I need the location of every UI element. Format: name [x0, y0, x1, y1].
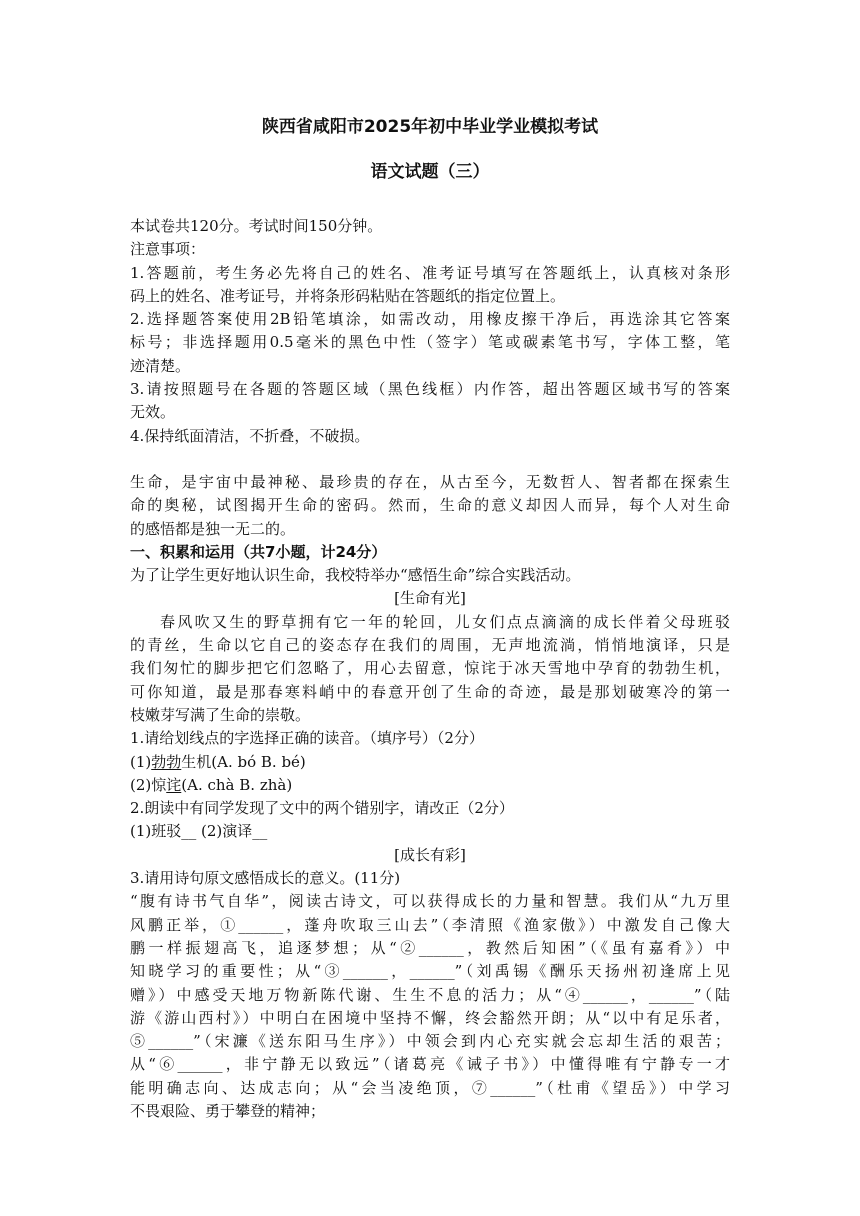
- question-line: 风鹏正举，①______，蓬舟吹取三山去”（李清照《渔家傲》）中激发自己像大: [130, 915, 730, 934]
- section-heading: 一、积累和运用（共7小题，计24分）: [130, 542, 387, 561]
- question-answer-blanks: (1)班驳__ (2)演译__: [130, 822, 268, 841]
- passage-line: 的青丝，生命以它自己的姿态存在我们的周围，无声地流淌，悄悄地演译，只是: [130, 636, 730, 655]
- option-text: (A. chà B. zhà): [181, 775, 293, 794]
- question-stem: 3.请用诗句原文感悟成长的意义。(11分): [130, 869, 401, 888]
- question-3: [130, 867, 730, 1123]
- option-number: (2)惊: [130, 775, 167, 794]
- question-line: 不畏艰险、勇于攀登的精神；: [130, 1101, 326, 1120]
- intro-line: 命的奥秘，试图揭开生命的密码。然而，生命的意义却因人而异，每个人对生命: [130, 496, 730, 515]
- question-stem: 1.请给划线点的字选择正确的读音。（填序号）（2分）: [130, 729, 484, 748]
- activity-intro: 为了让学生更好地认识生命，我校特举办“感悟生命”综合实践活动。: [130, 566, 581, 585]
- exam-content: [130, 215, 730, 1123]
- notice-line: 3.请按照题号在各题的答题区域（黑色线框）内作答，超出答题区域书写的答案: [130, 380, 730, 399]
- question-line: 鹏一样振翅高飞，追逐梦想；从“②______，教然后知困”（《虽有嘉肴》）中: [130, 938, 730, 957]
- question-1: [130, 727, 730, 797]
- notice-line: 标号；非选择题用0.5毫米的黑色中性（签字）笔或碳素笔书写，字体工整，笔: [130, 333, 730, 352]
- option-text: 生机(A. bó B. bé): [181, 752, 306, 771]
- question-line: “腹有诗书气自华”，阅读古诗文，可以获得成长的力量和智慧。我们从“九万里: [130, 892, 730, 911]
- question-line: ⑤______”（宋濂《送东阳马生序》）中领会到内心充实就会忘却生活的艰苦；: [130, 1032, 730, 1051]
- intro-paragraph: [130, 471, 730, 541]
- passage-line: 可你知道，最是那春寒料峭中的春意开创了生命的奇迹，最是那划破寒冷的第一: [130, 682, 730, 701]
- intro-line: 的感悟都是独一无二的。: [130, 519, 296, 538]
- question-line: 从“⑥______，非宁静无以致远”（诸葛亮《诫子书》）中懂得唯有宁静专一才: [130, 1055, 730, 1074]
- reading-passage: [130, 611, 730, 727]
- question-line: 能明确志向、达成志向；从“会当凌绝顶，⑦______”（杜甫《望岳》）中学习: [130, 1078, 730, 1097]
- exam-subtitle: 语文试题（三）: [370, 162, 490, 182]
- underlined-word: 诧: [166, 775, 182, 794]
- notice-line: 本试卷共120分。考试时间150分钟。: [130, 217, 383, 235]
- question-stem: 2.朗读中有同学发现了文中的两个错别字，请改正（2分）: [130, 799, 514, 818]
- notice-line: 1.答题前，考生务必先将自己的姓名、准考证号填写在答题纸上，认真核对条形: [130, 263, 730, 282]
- exam-title: 陕西省咸阳市2025年初中毕业学业模拟考试: [261, 117, 599, 137]
- notice-line: 码上的姓名、准考证号，并将条形码粘贴在答题纸的指定位置上。: [130, 286, 566, 305]
- question-line: 赠》）中感受天地万物新陈代谢、生生不息的活力；从“④______，______”（陆: [130, 985, 730, 1004]
- spacer: [130, 448, 730, 471]
- notice-line: 4.保持纸面清洁，不折叠，不破损。: [130, 426, 370, 445]
- question-2: [130, 797, 730, 844]
- notice-line: 2.选择题答案使用2B铅笔填涂，如需改动，用橡皮擦干净后，再选涂其它答案: [130, 310, 730, 329]
- question-option: [130, 774, 730, 797]
- question-line: 知晓学习的重要性；从“③______，______”（刘禹锡《酬乐天扬州初逢席上见: [130, 962, 730, 981]
- part-title-growth: [成长有彩]: [394, 845, 466, 864]
- passage-line: 我们匆忙的脚步把它们忽略了，用心去留意，惊诧于冰天雪地中孕育的勃勃生机，: [130, 659, 730, 678]
- notice-line: 无效。: [130, 403, 176, 422]
- question-line: 游《游山西村》）中明白在困境中坚持不懈，终会豁然开朗；从“以中有足乐者，: [130, 1008, 730, 1027]
- passage-line: 枝嫩芽写满了生命的崇敬。: [130, 705, 311, 724]
- notice-block: [130, 215, 730, 448]
- option-number: (1): [130, 752, 152, 771]
- question-option: [130, 751, 730, 774]
- underlined-word: 勃勃: [151, 752, 182, 771]
- passage-line: 春风吹又生的野草拥有它一年的轮回，儿女们点点滴滴的成长伴着父母班驳: [160, 612, 730, 631]
- part-title-life-light: [生命有光]: [394, 589, 466, 608]
- notice-line: 注意事项：: [130, 240, 206, 259]
- intro-line: 生命，是宇宙中最神秘、最珍贵的存在，从古至今，无数哲人、智者都在探索生: [130, 472, 730, 491]
- notice-line: 迹清楚。: [130, 356, 191, 375]
